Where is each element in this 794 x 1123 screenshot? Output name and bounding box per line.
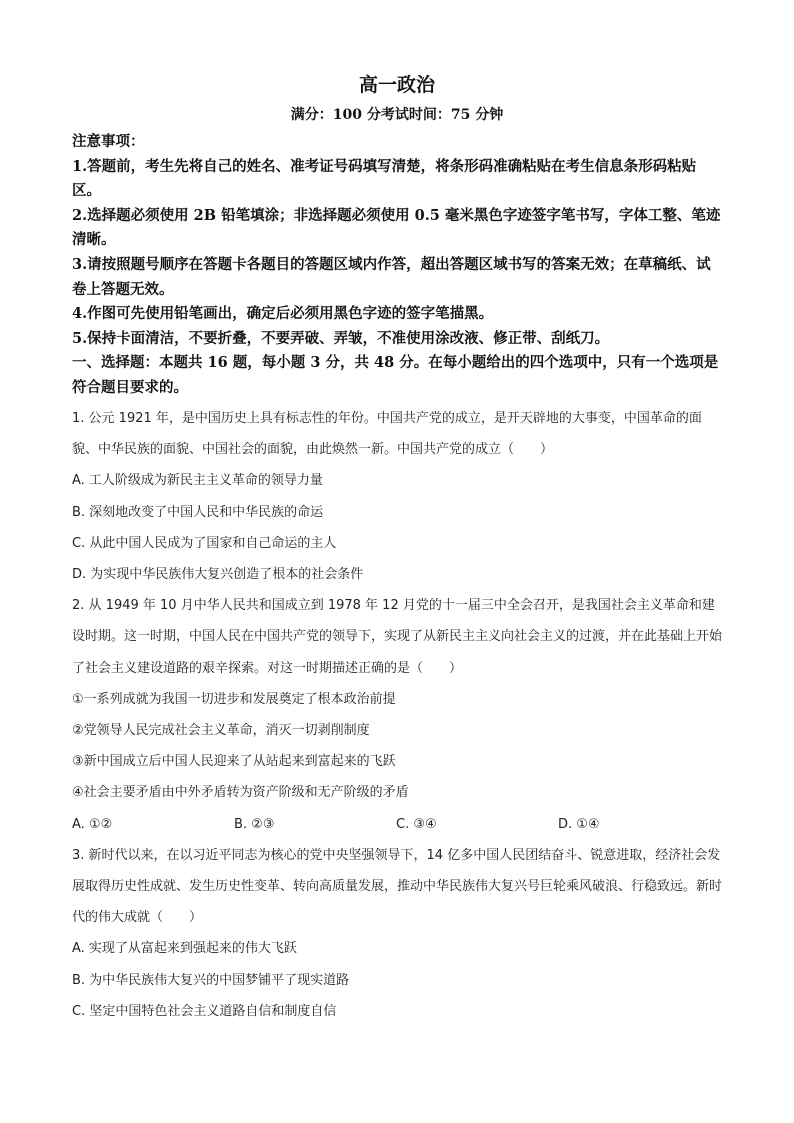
question-stem: 2. 从 1949 年 10 月中华人民共和国成立到 1978 年 12 月党的十一届三中全会召开，是我国社会主义革命和建设时期。这一时期，中国人民在中国共产党的领导下，实现了从新民主主义向社会主义的过渡，并在此基础上开始了社会主义建设道路的艰辛探索。对这一时期描述正确的是（ ） [72, 598, 723, 676]
option-c: C. ③④ [396, 816, 437, 832]
option-b: B. 为中华民族伟大复兴的中国梦铺平了现实道路 [72, 972, 350, 988]
option-d: D. ①④ [558, 816, 600, 832]
notes-section [72, 130, 722, 401]
question-stem: 3. 新时代以来，在以习近平同志为核心的党中央坚强领导下，14 亿多中国人民团结奋斗、锐意进取，经济社会发展取得历史性成就、发生历史性变革、转向高质量发展，推动中华民族伟大复兴号巨轮乘风破浪、行稳致远。新时代的伟大成就（ ） [72, 847, 723, 926]
question-2 [72, 590, 722, 840]
note-item: 2.选择题必须使用 2B 铅笔填涂；非选择题必须使用 0.5 毫米黑色字迹签字笔书写，字体工整、笔迹清晰。 [72, 206, 721, 249]
option-c: C. 坚定中国特色社会主义道路自信和制度自信 [72, 1003, 337, 1019]
question-1 [72, 403, 722, 590]
statement-2: ②党领导人民完成社会主义革命，消灭一切剥削制度 [72, 723, 370, 739]
question-stem: 1. 公元 1921 年，是中国历史上具有标志性的年份。中国共产党的成立，是开天辟地的大事变，中国革命的面貌、中华民族的面貌、中国社会的面貌，由此焕然一新。中国共产党的成立（ ） [72, 411, 702, 458]
options-row [72, 809, 722, 840]
option-a: A. ①② [72, 816, 113, 832]
notes-heading: 注意事项： [72, 133, 145, 150]
option-d: D. 为实现中华民族伟大复兴创造了根本的社会条件 [72, 567, 364, 583]
page-title: 高一政治 [358, 74, 435, 96]
exam-info: 满分：100 分考试时间：75 分钟 [290, 107, 504, 123]
question-3 [72, 840, 722, 1027]
option-b: B. 深刻地改变了中国人民和中华民族的命运 [72, 504, 324, 520]
questions [72, 403, 722, 1027]
note-item: 4.作图可先使用铅笔画出，确定后必须用黑色字迹的签字笔描黑。 [72, 305, 494, 323]
statement-1: ①一系列成就为我国一切进步和发展奠定了根本政治前提 [72, 691, 396, 707]
option-b: B. ②③ [234, 816, 275, 832]
note-item: 5.保持卡面清洁，不要折叠，不要弄破、弄皱，不准使用涂改液、修正带、刮纸刀。 [72, 329, 610, 347]
option-a: A. 实现了从富起来到强起来的伟大飞跃 [72, 941, 297, 957]
option-c: C. 从此中国人民成为了国家和自己命运的主人 [72, 535, 337, 551]
statement-4: ④社会主要矛盾由中外矛盾转为资产阶级和无产阶级的矛盾 [72, 785, 409, 801]
note-item: 1.答题前，考生先将自己的姓名、准考证号码填写清楚，将条形码准确粘贴在考生信息条形码粘贴区。 [72, 157, 697, 200]
section-heading: 一、选择题：本题共 16 题，每小题 3 分，共 48 分。在每小题给出的四个选项中，只有一个选项是符合题目要求的。 [72, 354, 719, 396]
statement-3: ③新中国成立后中国人民迎来了从站起来到富起来的飞跃 [72, 754, 396, 770]
option-a: A. 工人阶级成为新民主主义革命的领导力量 [72, 473, 323, 489]
note-item: 3.请按照题号顺序在答题卡各题目的答题区域内作答，超出答题区域书写的答案无效；在草稿纸、试卷上答题无效。 [72, 255, 711, 298]
